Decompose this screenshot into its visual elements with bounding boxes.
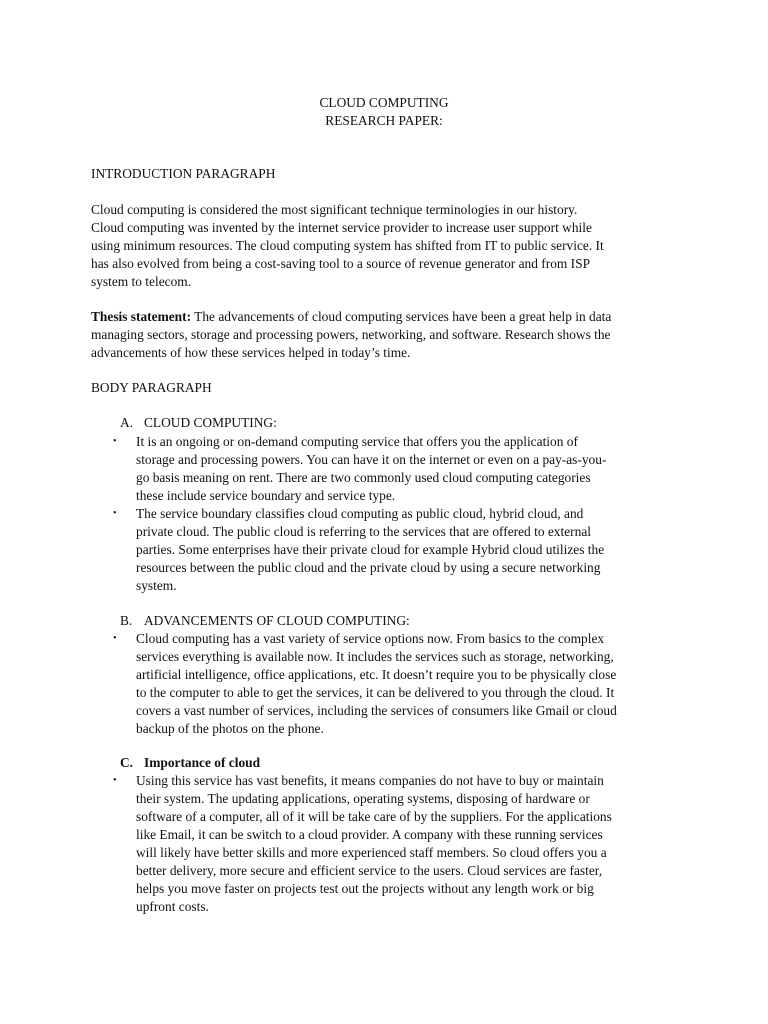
intro-line: system to telecom. [91, 274, 192, 289]
body-heading: BODY PARAGRAPH [91, 380, 212, 395]
intro-line: has also evolved from being a cost-saving tool to a source of revenue generator and from ISP [91, 256, 591, 271]
section-a-heading [120, 414, 277, 432]
section-c-letter: C. [120, 755, 134, 770]
bullet-text: It is an ongoing or on-demand computing service that offers you the application of storage and processing powers. You can have it on the internet or even on a pay-as-you- go basis meaning on rent. There are two commonly used cloud computing categories these include service boundary and service type. [136, 434, 607, 503]
section-a-letter: A. [120, 415, 134, 430]
thesis-line: advancements of how these services helped in today’s time. [91, 345, 411, 360]
bullet-icon: • [113, 775, 117, 786]
intro-line: using minimum resources. The cloud computing system has shifted from IT to public service. It [91, 238, 604, 253]
bullet-text: Cloud computing has a vast variety of service options now. From basics to the complex services everything is available now. It includes the services such as storage, networking, artificial intelligence, office applications, etc. It doesn’t require you to be physically close to the computer to able to get the services, it can be delivered to you through the cloud. It covers a vast number of services, including the services of consumers like Gmail or cloud backup of the photos on the phone. [136, 631, 617, 736]
section-b-heading [120, 612, 410, 630]
bullet-icon: • [113, 633, 117, 644]
bullet-icon: • [113, 436, 117, 447]
section-b-letter: B. [120, 613, 133, 628]
section-c-heading [120, 754, 260, 772]
intro-line: Cloud computing was invented by the internet service provider to increase user support while [91, 220, 592, 235]
thesis-line: The advancements of cloud computing services have been a great help in data [191, 309, 612, 324]
thesis-line: managing sectors, storage and processing powers, networking, and software. Research shows the [91, 327, 611, 342]
doc-title-line2: RESEARCH PAPER: [325, 113, 443, 128]
intro-heading: INTRODUCTION PARAGRAPH [91, 166, 276, 181]
section-b-title: ADVANCEMENTS OF CLOUD COMPUTING: [144, 613, 410, 628]
bullet-text: The service boundary classifies cloud computing as public cloud, hybrid cloud, and private cloud. The public cloud is referring to the services that are offered to external parties. Some enterprises have their private cloud for example Hybrid cloud utilizes the resources between the public cloud and the private cloud by using a secure networking system. [136, 506, 605, 593]
intro-line: Cloud computing is considered the most significant technique terminologies in our history. [91, 202, 578, 217]
bullet-text: Using this service has vast benefits, it means companies do not have to buy or maintain their system. The updating applications, operating systems, disposing of hardware or software of a computer, all of it will be take care of by the suppliers. For the applications like Email, it can be switch to a cloud provider. A company with these running services will likely have better skills and more experienced staff members. So cloud offers you a better delivery, more secure and efficient service to the users. Cloud services are faster, helps you move faster on projects test out the projects without any length work or big upfront costs. [136, 773, 612, 914]
thesis-paragraph [91, 308, 691, 362]
thesis-label: Thesis statement: [91, 309, 192, 324]
section-a-title: CLOUD COMPUTING: [144, 415, 277, 430]
doc-title-line1: CLOUD COMPUTING [319, 95, 449, 110]
section-c-title: Importance of cloud [144, 755, 261, 770]
intro-paragraph [91, 201, 691, 291]
bullet-icon: • [113, 508, 117, 519]
